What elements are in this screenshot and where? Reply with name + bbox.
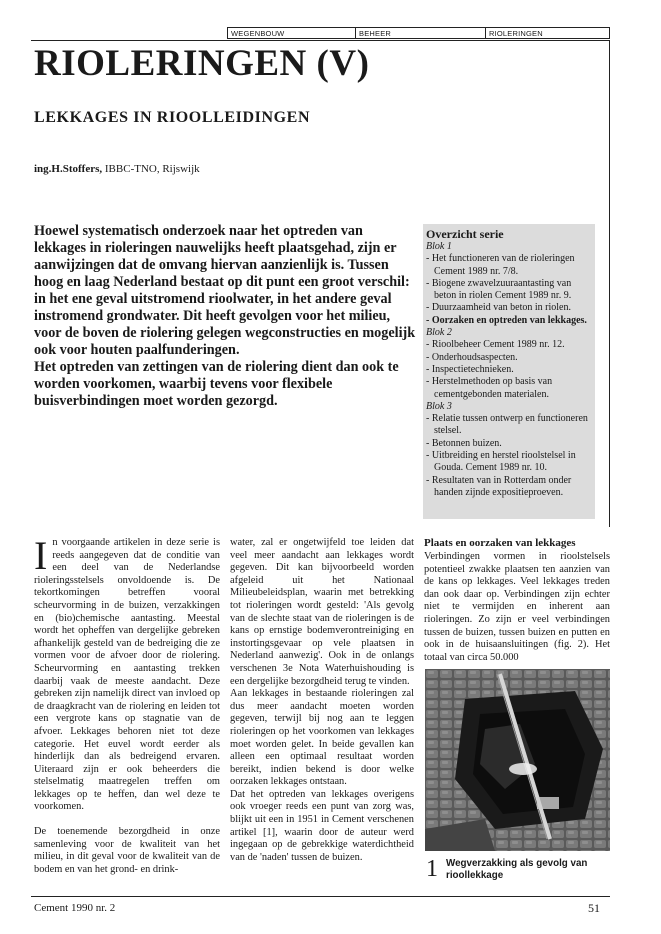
series-item: - Resultaten van in Rotterdam onder handen zijnde expositieproeven.	[426, 474, 572, 498]
body-paragraph	[34, 533, 220, 814]
page-title: RIOLERINGEN (V)	[34, 43, 370, 84]
series-item: - Rioolbeheer Cement 1989 nr. 12.	[426, 339, 565, 351]
body-paragraph: Verbindingen vormen in rioolstelsels potentieel zwakke plaatsen ten aanzien van de kans op lekkages. Veel lekkages treden dan ook daar op. Verbindingen zijn echter niet te vermijden en inherent aan rioleringen. Zo zijn er veel verbindingen tussen de buizen, tussen buizen en putten en ook in de huisaansluitingen (fig. 2). Het totaal van circa 50.000	[424, 551, 610, 663]
body-paragraph: water, zal er ongetwijfeld toe leiden dat veel meer aandacht aan lekkages wordt gegeven. Dit kan bijvoorbeeld worden afgeleid uit het Nationaal Milieubeleidsplan, waarin met betrekking tot rioleringen wordt gesteld: 'Als gevolg van de slechte staat van de rioleringen is de kans op ernstige bodemverontreiniging en instortingsgevaar op vele plaatsen in Nederland aanwezig'. Ook in de onlangs verschenen 3e Nota Waterhuishouding is een dergelijke bezorgdheid terug te vinden.	[230, 537, 414, 687]
body-column-1	[34, 533, 220, 876]
footer-rule	[31, 896, 610, 897]
series-item: - Uitbreiding en herstel rioolstelsel in Gouda. Cement 1989 nr. 10.	[426, 450, 576, 474]
article-subtitle: LEKKAGES IN RIOOLLEIDINGEN	[34, 109, 311, 126]
body-paragraph: Aan lekkages in bestaande rioleringen zal dus meer aandacht moeten worden gegeven, terwijl bij nog aan te leggen rioleringen op het voorkomen van lekkages moet worden gelet. In beide gevallen kan alleen een optimaal resultaat worden bereikt, indien bekend is door welke oorzaken lekkages ontstaan.	[230, 688, 414, 788]
series-item: - Duurzaamheid van beton in riolen.	[426, 302, 571, 314]
header-cell-beheer: BEHEER	[356, 28, 486, 38]
author-affiliation: IBBC-TNO, Rijswijk	[102, 163, 200, 175]
header-cell-wegenbouw: WEGENBOUW	[228, 28, 356, 38]
body-column-2	[230, 537, 414, 864]
figure-caption: Wegverzakking als gevolg van rioollekkage	[446, 858, 588, 881]
figure-photo-road-subsidence	[425, 669, 610, 851]
author-name: ing.H.Stoffers,	[34, 163, 103, 175]
lead-text: Hoewel systematisch onderzoek naar het optreden van lekkages in rioleringen nauwelijks heeft plaatsgehad, zijn er aanwijzingen dat de omvang hiervan aanzienlijk is. Tussen hoog en laag Nederland bestaat op dit punt een groot verschil: in het ene geval uitstromend rioolwater, in het andere geval instromend grondwater. Dit heeft gevolgen voor het milieu, voor de boven de riolering gelegen wegconstructies en mogelijk ook voor houten paalfunderingen.	[34, 223, 416, 358]
series-overview-box	[423, 224, 595, 519]
frame-right-rule	[609, 40, 610, 527]
series-item: - Herstelmethoden op basis van cementgebonden materialen.	[426, 376, 553, 400]
lead-text-2: Het optreden van zettingen van de riolering dient dan ook te worden voorkomen, waarbij tevens voor flexibele buisverbindingen moet worden gezorgd.	[34, 359, 399, 409]
body-column-3	[424, 537, 610, 664]
blok-3-label: Blok 3	[426, 400, 452, 412]
series-item: - Relatie tussen ontwerp en functioneren stelsel.	[426, 413, 588, 437]
page-number: 51	[588, 901, 600, 915]
journal-issue: Cement 1990 nr. 2	[34, 902, 116, 914]
series-item: - Onderhoudsaspecten.	[426, 351, 518, 363]
blok-1-label: Blok 1	[426, 241, 452, 252]
author-line	[34, 163, 200, 175]
body-text: n voorgaande artikelen in deze serie is reeds aangegeven dat de conditie van een deel van de Nederlandse rioleringsstelsels onvoldoende is. De tekortkomingen betreffen vooral scheurvorming in de buizen, verzakkingen en (bio)chemische aantasting. Meestal wordt het opheffen van dergelijke gebreken afhankelijk gesteld van de bedreiging die ze vormen voor de afvoer door de riolering. Scheurvorming en aantasting trekken daarbij vaak de meeste aandacht. Deze gebreken zijn namelijk direct van invloed op de draagkracht van de riolering en leiden tot een vergrote kans op stagnatie van de afvoer. Lekkages behoren niet tot deze categorie. Het euvel wordt eerder als hinderlijk dan als bedreigend ervaren. Uiteraard zijn er ook beheerders die stelselmatig maatregelen treffen om lekkages op te heffen, dan wel deze te voorkomen.	[34, 537, 220, 813]
drop-cap: I	[34, 533, 48, 578]
series-item: - Inspectietechnieken.	[426, 363, 514, 375]
section-header-bar	[227, 27, 610, 39]
figure-number: 1	[426, 856, 438, 882]
series-item: - Het functioneren van de rioleringen Cement 1989 nr. 7/8.	[426, 253, 575, 277]
body-paragraph: De toenemende bezorgdheid in onze samenleving voor de kwaliteit van het milieu, in dit geval voor de kwaliteit van de bodem en van het grond- en drink-	[34, 826, 220, 875]
series-item-current: - Oorzaken en optreden van lekkages.	[426, 314, 587, 326]
frame-top-rule	[31, 40, 610, 41]
blok-2-label: Blok 2	[426, 327, 452, 339]
section-heading: Plaats en oorzaken van lekkages	[424, 537, 576, 549]
series-item: - Biogene zwavelzuuraantasting van beton in riolen Cement 1989 nr. 9.	[426, 277, 572, 302]
header-cell-rioleringen: RIOLERINGEN	[489, 29, 543, 38]
series-overview-title: Overzicht serie	[426, 227, 504, 241]
series-item: - Betonnen buizen.	[426, 437, 502, 449]
body-paragraph: Dat het optreden van lekkages overigens ook vroeger reeds een punt van zorg was, blijkt uit een in 1951 in Cement verschenen artikel [1], waarin door de auteur werd ingegaan op de gebrekkige waterdichtheid van de 'naden' tussen de buizen.	[230, 788, 414, 863]
lead-paragraph	[34, 223, 416, 410]
